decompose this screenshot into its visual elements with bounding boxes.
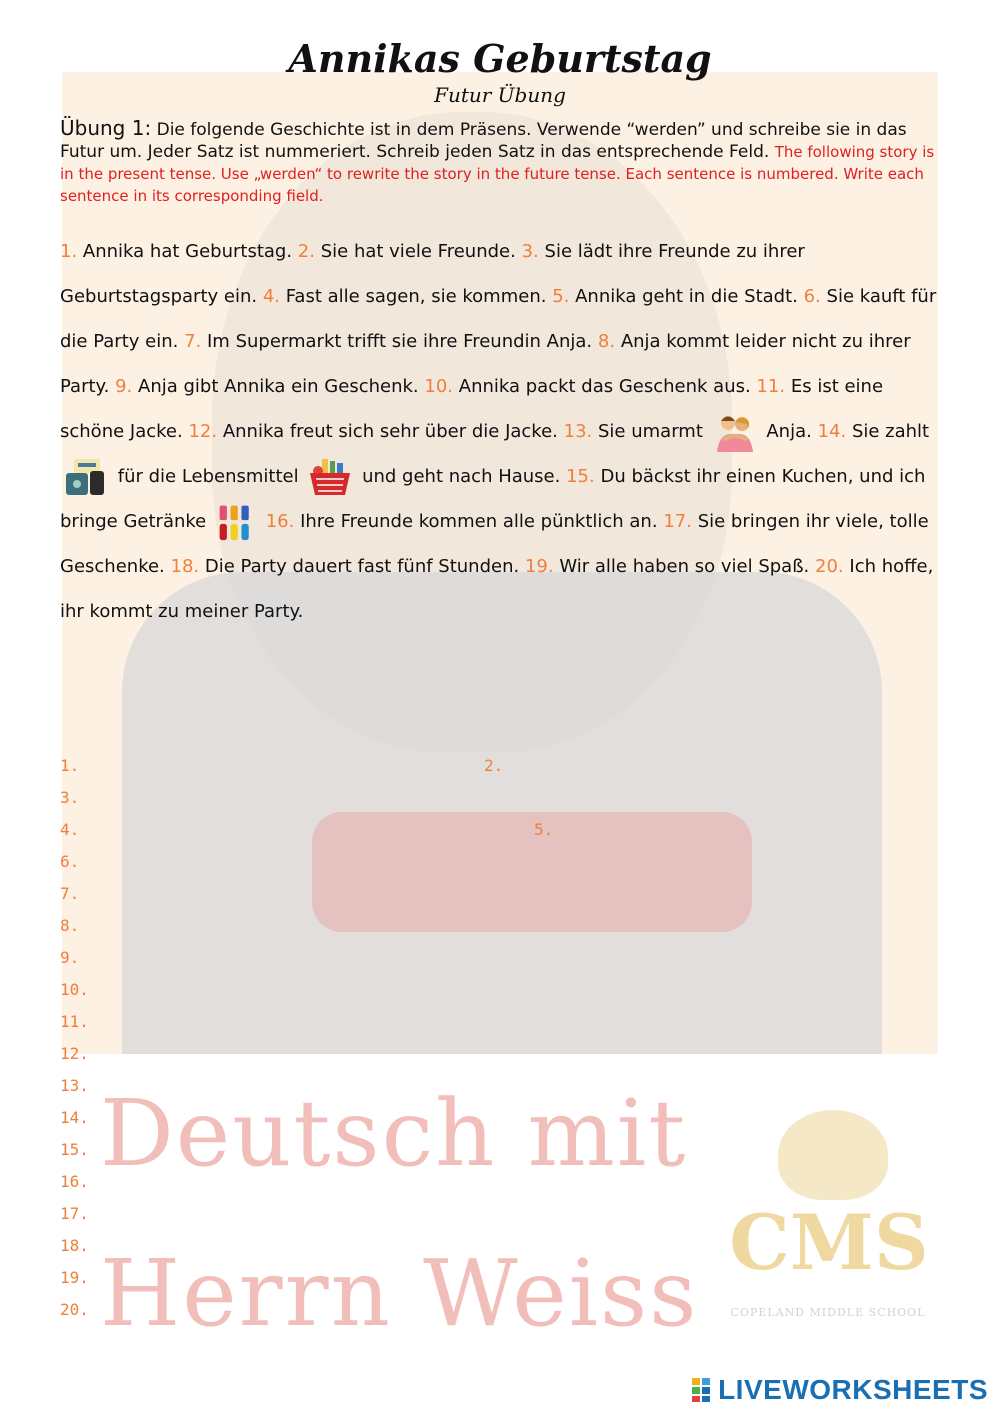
answer-label: 19. bbox=[60, 1268, 89, 1287]
answer-label: 18. bbox=[60, 1236, 89, 1255]
answer-label: 15. bbox=[60, 1140, 89, 1159]
sentence-number: 3. bbox=[521, 241, 539, 262]
worksheet bbox=[60, 36, 940, 634]
answer-row-6 bbox=[60, 852, 79, 871]
sentence: Es ist eine schöne Jacke. bbox=[60, 376, 884, 442]
brand-name[interactable]: LIVEWORKSHEETS bbox=[718, 1374, 988, 1405]
answer-input-3[interactable] bbox=[90, 786, 494, 810]
sentence: Annika freut sich sehr über die Jacke. bbox=[222, 421, 558, 442]
answer-input-9[interactable] bbox=[90, 946, 494, 970]
answer-label: 5. bbox=[534, 820, 554, 839]
payment-icon bbox=[64, 457, 108, 497]
answer-input-7[interactable] bbox=[90, 882, 494, 906]
answer-row-1 bbox=[60, 756, 79, 775]
sentence-number: 4. bbox=[262, 286, 280, 307]
sentence-number: 11. bbox=[756, 376, 786, 397]
answer-label: 9. bbox=[60, 948, 80, 967]
lion-icon bbox=[778, 1110, 888, 1200]
answer-row-9 bbox=[60, 948, 79, 967]
answer-row-10 bbox=[60, 980, 89, 999]
answer-input-10[interactable] bbox=[90, 978, 494, 1002]
sentence-number: 20. bbox=[815, 556, 844, 577]
sentence-number: 2. bbox=[297, 241, 315, 262]
sentence: Wir alle haben so viel Spaß. bbox=[559, 556, 810, 577]
answer-row-20 bbox=[60, 1300, 89, 1319]
answer-label: 11. bbox=[60, 1012, 89, 1031]
hug-icon bbox=[713, 412, 757, 452]
instructions-german: Die folgende Geschichte ist in dem Präsens. Verwende “werden” und schreibe sie in das Futur um. Jeder Satz ist nummeriert. Schreib jeden Satz in das entsprechende Feld. bbox=[60, 120, 907, 162]
answer-row-8 bbox=[60, 916, 79, 935]
school-logo-subtitle: COPELAND MIDDLE SCHOOL bbox=[730, 1306, 926, 1319]
page-subtitle: Futur Übung bbox=[434, 83, 566, 107]
answer-row-12 bbox=[60, 1044, 89, 1063]
answer-row-4 bbox=[60, 820, 79, 839]
sentence: Annika hat Geburtstag. bbox=[82, 241, 293, 262]
sentence-continuation: und geht nach Hause. bbox=[362, 466, 561, 487]
sentence: Sie lädt ihre Freunde zu ihrer Geburtstagsparty ein. bbox=[60, 241, 805, 307]
sentence-number: 18. bbox=[170, 556, 200, 577]
answer-row-7 bbox=[60, 884, 79, 903]
drinks-icon bbox=[216, 500, 256, 544]
story-text bbox=[60, 229, 940, 634]
sentence: Sie zahlt bbox=[851, 421, 930, 442]
answer-input-1[interactable] bbox=[90, 754, 494, 778]
answer-input-14[interactable] bbox=[90, 1106, 494, 1130]
answer-input-4[interactable] bbox=[90, 818, 494, 842]
answer-label: 8. bbox=[60, 916, 80, 935]
answer-input-19[interactable] bbox=[90, 1266, 494, 1290]
sentence: Annika packt das Geschenk aus. bbox=[458, 376, 751, 397]
page-title: Annikas Geburtstag bbox=[288, 36, 712, 81]
sentence-continuation: Anja. bbox=[766, 421, 812, 442]
sentence-continuation: für die Lebensmittel bbox=[117, 466, 299, 487]
answer-row-16 bbox=[60, 1172, 89, 1191]
answer-label: 14. bbox=[60, 1108, 89, 1127]
answer-input-2[interactable] bbox=[514, 754, 918, 778]
sentence: Sie hat viele Freunde. bbox=[320, 241, 516, 262]
sentence: Anja gibt Annika ein Geschenk. bbox=[138, 376, 419, 397]
answer-row-14 bbox=[60, 1108, 89, 1127]
answer-input-12[interactable] bbox=[90, 1042, 494, 1066]
sentence: Im Supermarkt trifft sie ihre Freundin Anja. bbox=[207, 331, 593, 352]
answer-label: 7. bbox=[60, 884, 80, 903]
answer-row-15 bbox=[60, 1140, 89, 1159]
answer-label: 12. bbox=[60, 1044, 89, 1063]
answer-row-18 bbox=[60, 1236, 89, 1255]
answer-input-20[interactable] bbox=[90, 1298, 494, 1322]
sentence-number: 13. bbox=[563, 421, 593, 442]
sentence: Sie umarmt bbox=[598, 421, 703, 442]
answer-input-6[interactable] bbox=[90, 850, 494, 874]
answer-label: 6. bbox=[60, 852, 80, 871]
sentence: Sie bringen ihr viele, tolle Geschenke. bbox=[60, 511, 929, 577]
sentence: Du bäckst ihr einen Kuchen, und ich bringe Getränke bbox=[60, 466, 926, 532]
groceries-basket-icon bbox=[308, 457, 352, 497]
answer-label: 1. bbox=[60, 756, 80, 775]
sentence-number: 5. bbox=[552, 286, 570, 307]
answer-input-18[interactable] bbox=[90, 1234, 494, 1258]
sentence: Die Party dauert fast fünf Stunden. bbox=[204, 556, 520, 577]
sentence-number: 6. bbox=[803, 286, 821, 307]
answer-label: 3. bbox=[60, 788, 80, 807]
sentence: Sie kauft für die Party ein. bbox=[60, 286, 937, 352]
sentence: Annika geht in die Stadt. bbox=[575, 286, 798, 307]
answer-row-3 bbox=[60, 788, 79, 807]
answer-label: 2. bbox=[484, 756, 504, 775]
sentence: Ich hoffe, ihr kommt zu meiner Party. bbox=[60, 556, 934, 622]
sentence: Fast alle sagen, sie kommen. bbox=[285, 286, 547, 307]
answer-label: 4. bbox=[60, 820, 80, 839]
sentence-number: 9. bbox=[115, 376, 133, 397]
school-logo bbox=[718, 1110, 938, 1330]
exercise-label: Übung 1: bbox=[60, 116, 152, 140]
answer-label: 17. bbox=[60, 1204, 89, 1223]
sentence-number: 15. bbox=[566, 466, 595, 487]
watermark-line-1: Deutsch mit bbox=[100, 1080, 688, 1187]
sentence-number: 12. bbox=[188, 421, 218, 442]
watermark-line-2: Herrn Weiss bbox=[100, 1240, 699, 1347]
sentence-number: 8. bbox=[597, 331, 616, 352]
sentence-number: 7. bbox=[184, 331, 202, 352]
answer-input-5[interactable] bbox=[564, 818, 908, 842]
answer-input-15[interactable] bbox=[90, 1138, 494, 1162]
sentence-number: 1. bbox=[60, 241, 78, 262]
sentence: Ihre Freunde kommen alle pünktlich an. bbox=[300, 511, 658, 532]
answer-row-2 bbox=[484, 756, 503, 775]
sentence-number: 14. bbox=[817, 421, 847, 442]
school-logo-text: CMS bbox=[729, 1198, 929, 1287]
instructions bbox=[60, 117, 940, 207]
sentence-number: 16. bbox=[265, 511, 295, 532]
answer-input-13[interactable] bbox=[90, 1074, 494, 1098]
sentence-number: 10. bbox=[424, 376, 454, 397]
sentence-number: 17. bbox=[663, 511, 692, 532]
answer-row-19 bbox=[60, 1268, 89, 1287]
answer-label: 13. bbox=[60, 1076, 89, 1095]
answer-row-17 bbox=[60, 1204, 89, 1223]
answer-row-5 bbox=[534, 820, 553, 839]
liveworksheets-logo-icon bbox=[692, 1378, 710, 1402]
answer-label: 16. bbox=[60, 1172, 89, 1191]
answer-input-8[interactable] bbox=[90, 914, 494, 938]
answer-row-11 bbox=[60, 1012, 89, 1031]
answer-input-11[interactable] bbox=[90, 1010, 494, 1034]
sentence-number: 19. bbox=[524, 556, 554, 577]
answer-row-13 bbox=[60, 1076, 89, 1095]
answer-label: 10. bbox=[60, 980, 89, 999]
answer-label: 20. bbox=[60, 1300, 89, 1319]
answer-input-17[interactable] bbox=[90, 1202, 494, 1226]
sentence: Anja kommt leider nicht zu ihrer Party. bbox=[60, 331, 911, 397]
instructions-english: The following story is in the present tense. Use „werden“ to rewrite the story in the future tense. Each sentence is numbered. Write each sentence in its corresponding field. bbox=[60, 143, 935, 205]
answer-input-16[interactable] bbox=[90, 1170, 494, 1194]
